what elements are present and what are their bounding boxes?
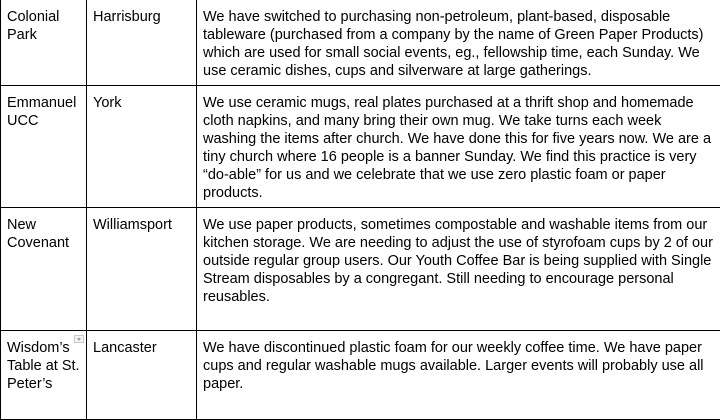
church-name-cell[interactable]: New Covenant xyxy=(1,208,87,331)
table-row xyxy=(1,331,720,420)
dropdown-arrow-icon[interactable] xyxy=(74,335,84,343)
church-name-cell[interactable]: Emmanuel UCC xyxy=(1,86,87,208)
church-name-cell[interactable] xyxy=(1,331,87,420)
location-cell[interactable]: Harrisburg xyxy=(87,0,197,86)
location-cell[interactable]: York xyxy=(87,86,197,208)
practice-cell[interactable]: We use paper products, sometimes compostable and washable items from our kitchen storage. We are needing to adjust the use of styrofoam cups by 2 of our outside regular group users. Our Youth Coffee Bar is being supplied with Single Stream disposables by a congregant. Still needing to encourage personal reusables. xyxy=(197,208,720,331)
practice-cell[interactable]: We have switched to purchasing non-petroleum, plant-based, disposable tableware (purchased from a company by the name of Green Paper Products) which are used for small social events, eg., fellowship time, each Sunday. We use ceramic dishes, cups and silverware at large gatherings. xyxy=(197,0,720,86)
table-row xyxy=(1,86,720,208)
practice-cell[interactable]: We use ceramic mugs, real plates purchased at a thrift shop and homemade cloth napkins, and many bring their own mug. We take turns each week washing the items after church. We have done this for five years now. We are a tiny church where 16 people is a banner Sunday. We find this practice is very “do-able” for us and we celebrate that we use zero plastic foam or paper products. xyxy=(197,86,720,208)
table-row xyxy=(1,208,720,331)
church-name-cell[interactable]: Colonial Park xyxy=(1,0,87,86)
practice-cell[interactable]: We have discontinued plastic foam for our weekly coffee time. We have paper cups and regular washable mugs available. Larger events will probably use all paper. xyxy=(197,331,720,420)
location-cell[interactable]: Lancaster xyxy=(87,331,197,420)
location-cell[interactable]: Williamsport xyxy=(87,208,197,331)
table-row xyxy=(1,0,720,86)
church-name-text: Wisdom’s Table at St. Peter’s xyxy=(7,340,80,392)
